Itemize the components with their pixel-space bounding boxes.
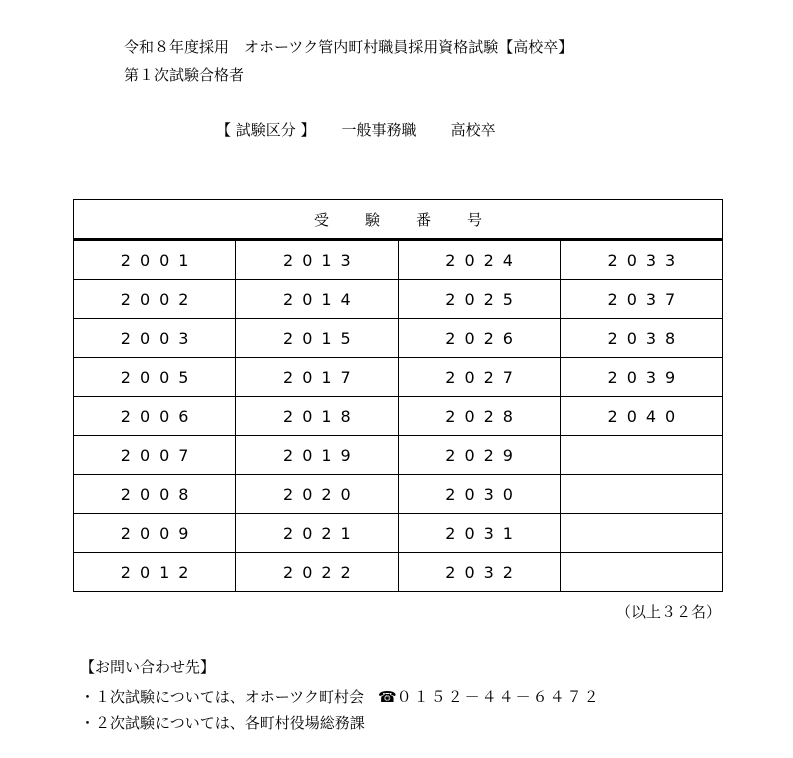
table-row: [74, 319, 723, 358]
exam-number-cell: 2015: [236, 319, 398, 358]
phone-number: ０１５２－４４－６４７２: [396, 688, 601, 706]
exam-number-cell: 2025: [398, 280, 560, 319]
exam-number-cell: 2020: [236, 475, 398, 514]
exam-number-cell: 2012: [74, 553, 236, 592]
table-row: [74, 240, 723, 280]
exam-number-cell: 2019: [236, 436, 398, 475]
exam-number-cell: 2031: [398, 514, 560, 553]
exam-number-cell: 2009: [74, 514, 236, 553]
category-level: 高校卒: [450, 121, 496, 139]
exam-number-cell: [560, 436, 722, 475]
exam-number-cell: 2037: [560, 280, 722, 319]
exam-number-cell: 2005: [74, 358, 236, 397]
total-count: （以上３２名）: [615, 603, 721, 621]
exam-number-cell: [560, 514, 722, 553]
exam-number-header: 受験番号: [74, 200, 723, 240]
contact-heading: 【お問い合わせ先】: [80, 658, 216, 676]
exam-number-cell: 2028: [398, 397, 560, 436]
exam-number-cell: 2029: [398, 436, 560, 475]
exam-number-cell: 2003: [74, 319, 236, 358]
exam-number-cell: 2033: [560, 240, 722, 280]
table-row: [74, 280, 723, 319]
exam-number-cell: 2018: [236, 397, 398, 436]
table-row: [74, 553, 723, 592]
exam-number-cell: 2026: [398, 319, 560, 358]
document-subtitle: 第１次試験合格者: [124, 66, 245, 84]
table-row: [74, 397, 723, 436]
exam-category: [216, 120, 496, 140]
exam-number-table: [73, 199, 723, 592]
exam-number-cell: 2002: [74, 280, 236, 319]
document-title: 令和８年度採用 オホーツク管内町村職員採用資格試験【高校卒】: [124, 38, 574, 56]
exam-number-cell: 2021: [236, 514, 398, 553]
exam-number-cell: 2027: [398, 358, 560, 397]
exam-number-cell: 2040: [560, 397, 722, 436]
exam-number-cell: 2007: [74, 436, 236, 475]
exam-number-cell: 2013: [236, 240, 398, 280]
exam-number-cell: 2014: [236, 280, 398, 319]
exam-number-cell: 2001: [74, 240, 236, 280]
exam-number-cell: [560, 475, 722, 514]
exam-number-cell: 2024: [398, 240, 560, 280]
table-row: [74, 436, 723, 475]
phone-icon: ☎: [377, 688, 397, 706]
exam-number-cell: [560, 553, 722, 592]
table-row: [74, 475, 723, 514]
category-job: 一般事務職: [341, 121, 417, 139]
exam-number-cell: 2030: [398, 475, 560, 514]
exam-number-cell: 2006: [74, 397, 236, 436]
exam-number-cell: 2032: [398, 553, 560, 592]
exam-number-cell: 2039: [560, 358, 722, 397]
exam-number-cell: 2008: [74, 475, 236, 514]
contact-line-second-exam: ・２次試験については、各町村役場総務課: [80, 714, 365, 732]
contact-first-exam-text: ・１次試験については、オホーツク町村会: [80, 688, 364, 706]
table-row: [74, 514, 723, 553]
exam-number-cell: 2022: [236, 553, 398, 592]
category-label: 【 試験区分 】: [216, 121, 316, 139]
exam-number-cell: 2038: [560, 319, 722, 358]
table-row: [74, 358, 723, 397]
contact-line-first-exam: [80, 687, 601, 707]
exam-number-cell: 2017: [236, 358, 398, 397]
